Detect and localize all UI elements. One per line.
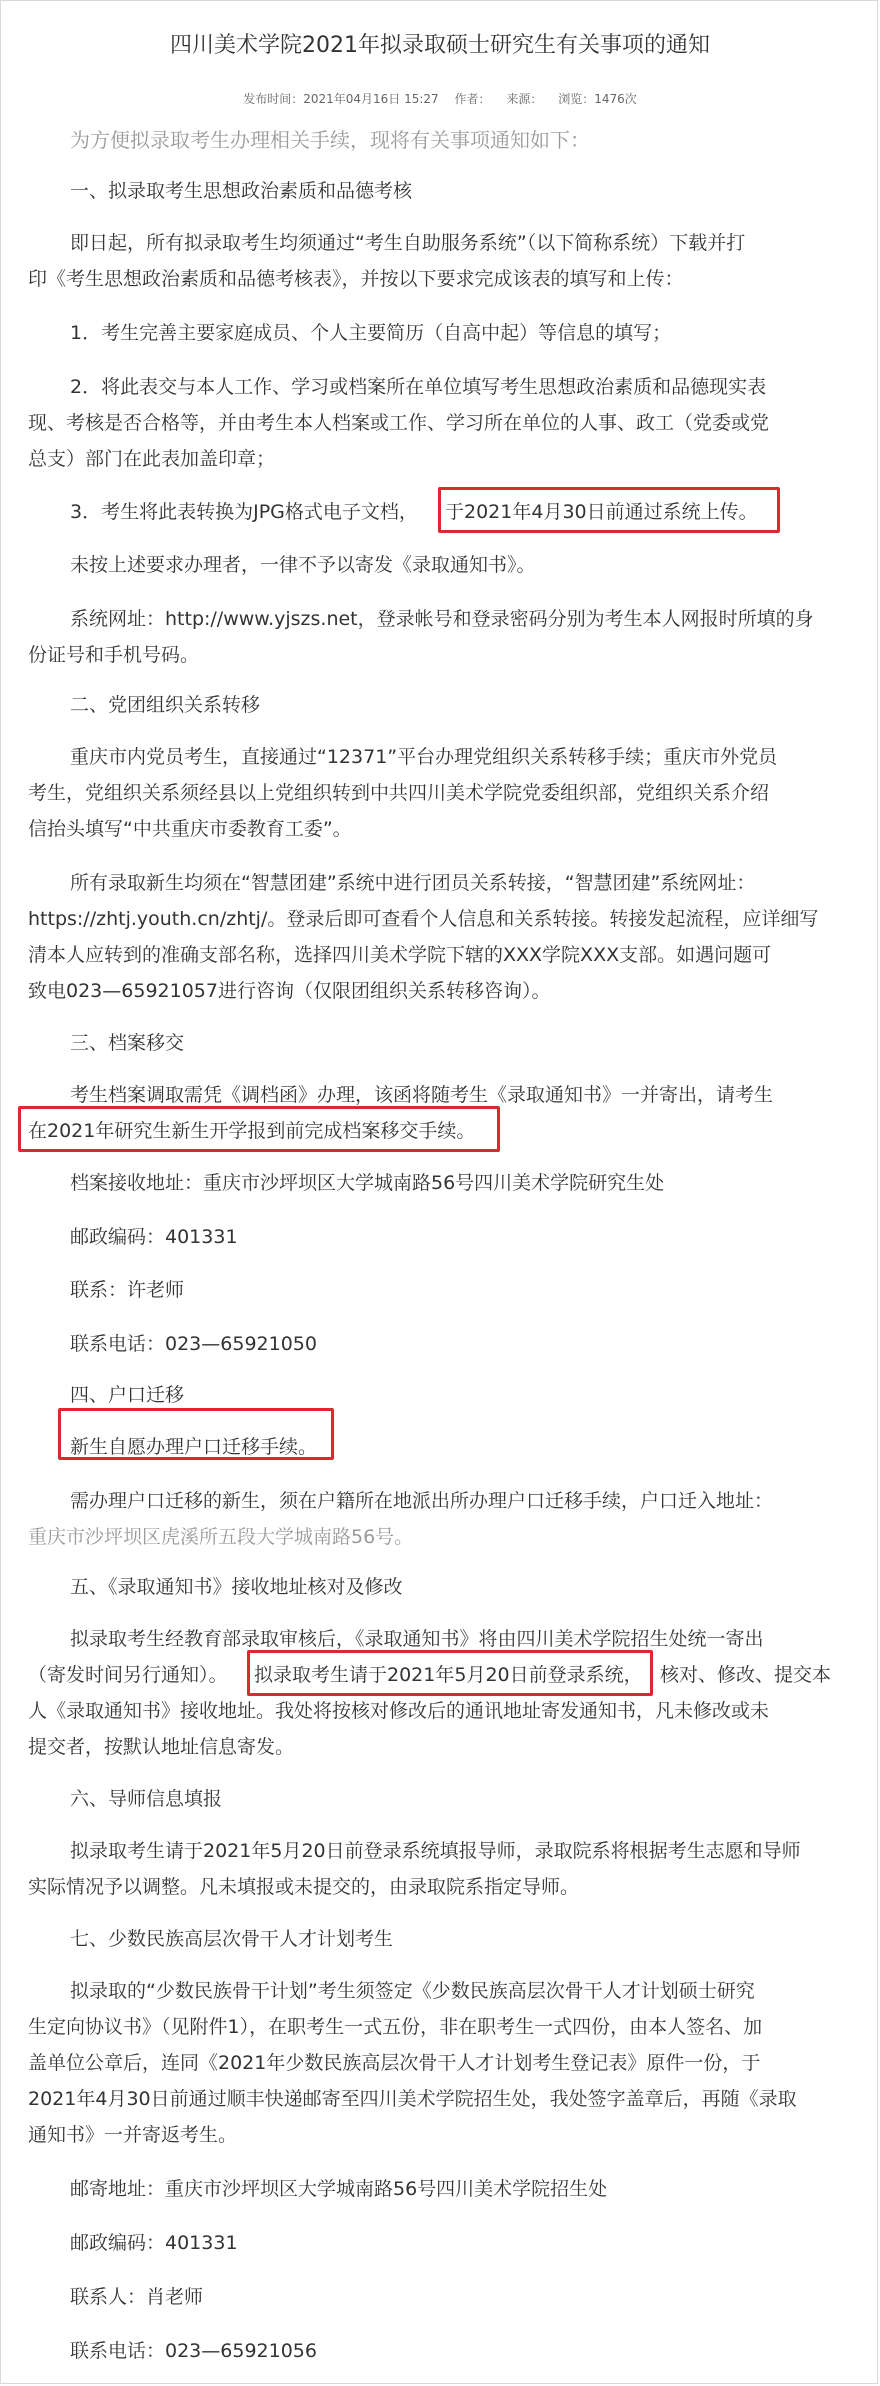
- highlight-box-address-deadline: [247, 1650, 653, 1696]
- s2-paragraph-line: 信抬头填写“中共重庆市委教育工委”。: [28, 818, 352, 840]
- article-title: 四川美术学院2021年拟录取硕士研究生有关事项的通知: [170, 33, 710, 58]
- s1-item-3: 3．考生将此表转换为JPG格式电子文档，: [70, 501, 418, 523]
- section-7-heading: 七、少数民族高层次骨干人才计划考生: [70, 1928, 394, 1950]
- s5-paragraph-line: 提交者，按默认地址信息寄发。: [28, 1736, 295, 1758]
- s2-paragraph-line: 所有录取新生均须在“智慧团建”系统中进行团员关系转接，“智慧团建”系统网址：: [70, 872, 756, 894]
- s1-site-line: 系统网址：http://www.yjszs.net，登录帐号和登录密码分别为考生本人网报时所填的身: [70, 608, 814, 630]
- source-label: 来源：: [506, 92, 543, 106]
- highlight-box-archive-deadline: [18, 1106, 500, 1152]
- s7-postcode: 邮政编码：401331: [70, 2232, 238, 2254]
- s5-paragraph-line: 人《录取通知书》接收地址。我处将按核对修改后的通讯地址寄发通知书，凡未修改或未: [28, 1700, 770, 1722]
- section-5-heading: 五、《录取通知书》接收地址核对及修改: [70, 1576, 403, 1598]
- s4-paragraph-line: 需办理户口迁移的新生，须在户籍所在地派出所办理户口迁移手续，户口迁入地址：: [70, 1490, 774, 1512]
- s1-item-1: 1．考生完善主要家庭成员、个人主要简历（自高中起）等信息的填写；: [70, 322, 672, 344]
- s1-note: 未按上述要求办理者，一律不予以寄发《录取通知书》。: [70, 554, 536, 576]
- article-meta: [0, 90, 880, 108]
- s3-postcode: 邮政编码：401331: [70, 1226, 238, 1248]
- section-1-heading: 一、拟录取考生思想政治素质和品德考核: [70, 180, 413, 202]
- s1-paragraph-line: 印《考生思想政治素质和品德考核表》，并按以下要求完成该表的填写和上传：: [28, 268, 684, 290]
- s3-address: 档案接收地址：重庆市沙坪坝区大学城南路56号四川美术学院研究生处: [70, 1172, 665, 1194]
- highlight-box-hukou: [58, 1408, 334, 1460]
- s1-item-2-line: 总支）部门在此表加盖印章；: [28, 448, 276, 470]
- s7-paragraph-line: 生定向协议书》（见附件1），在职考生一式五份，非在职考生一式四份，由本人签名、加: [28, 2016, 763, 2038]
- s7-contact: 联系人：肖老师: [70, 2286, 204, 2308]
- s5-paragraph-line: 拟录取考生经教育部录取审核后，《录取通知书》将由四川美术学院招生处统一寄出: [70, 1628, 764, 1650]
- author-label: 作者：: [454, 92, 491, 106]
- section-6-heading: 六、导师信息填报: [70, 1788, 223, 1810]
- s2-paragraph-line: 考生，党组织关系须经县以上党组织转到中共四川美术学院党委组织部，党组织关系介绍: [28, 782, 770, 804]
- s7-paragraph-line: 拟录取的“少数民族骨干计划”考生须签定《少数民族高层次骨干人才计划硕士研究: [70, 1980, 755, 2002]
- section-3-heading: 三、档案移交: [70, 1032, 185, 1054]
- s1-item-2-line: 2．将此表交与本人工作、学习或档案所在单位填写考生思想政治素质和品德现实表: [70, 376, 767, 398]
- s6-paragraph-line: 拟录取考生请于2021年5月20日前登录系统填报导师，录取院系将根据考生志愿和导师: [70, 1840, 801, 1862]
- s4-paragraph-highlighted: 新生自愿办理户口迁移手续。: [70, 1436, 318, 1458]
- section-4-heading: 四、户口迁移: [70, 1384, 185, 1406]
- view-count: 浏览：1476次: [558, 92, 637, 106]
- s2-paragraph-line: 清本人应转到的准确支部名称，选择四川美术学院下辖的XXX学院XXX支部。如遇问题可: [28, 944, 772, 966]
- s3-paragraph-line: 考生档案调取需凭《调档函》办理，该函将随考生《录取通知书》一并寄出，请考生: [70, 1084, 774, 1106]
- s3-contact: 联系：许老师: [70, 1279, 185, 1301]
- s7-phone: 联系电话：023—65921056: [70, 2340, 317, 2362]
- s5-paragraph-line: 核对、修改、提交本: [660, 1664, 832, 1686]
- s3-phone: 联系电话：023—65921050: [70, 1333, 317, 1355]
- intro-paragraph: 为方便拟录取考生办理相关手续，现将有关事项通知如下：: [70, 128, 590, 152]
- s1-item-2-line: 现、考核是否合格等，并由考生本人档案或工作、学习所在单位的人事、政工（党委或党: [28, 412, 770, 434]
- s5-paragraph-line: （寄发时间另行通知）。: [28, 1664, 228, 1686]
- s2-paragraph-line: 致电023—65921057进行咨询（仅限团组织关系转移咨询）。: [28, 980, 551, 1002]
- s1-item-3-deadline: 于2021年4月30日前通过系统上传。: [445, 501, 758, 523]
- s7-paragraph-line: 盖单位公章后，连同《2021年少数民族高层次骨干人才计划考生登记表》原件一份，于: [28, 2052, 761, 2074]
- s7-address: 邮寄地址：重庆市沙坪坝区大学城南路56号四川美术学院招生处: [70, 2178, 608, 2200]
- s1-paragraph-line: 即日起，所有拟录取考生均须通过“考生自助服务系统”（以下简称系统）下载并打: [70, 232, 746, 254]
- s4-hukou-address: 重庆市沙坪坝区虎溪所五段大学城南路56号。: [28, 1526, 414, 1548]
- s2-paragraph-line: 重庆市内党员考生，直接通过“12371”平台办理党组织关系转移手续；重庆市外党员: [70, 746, 778, 768]
- section-2-heading: 二、党团组织关系转移: [70, 694, 261, 716]
- s5-deadline-text: 拟录取考生请于2021年5月20日前登录系统，: [254, 1664, 643, 1686]
- s6-paragraph-line: 实际情况予以调整。凡未填报或未提交的，由录取院系指定导师。: [28, 1876, 580, 1898]
- s7-paragraph-line: 通知书》一并寄返考生。: [28, 2124, 238, 2146]
- s2-paragraph-line: https://zhtj.youth.cn/zhtj/。登录后即可查看个人信息和关系转接。转接发起流程，应详细写: [28, 908, 819, 930]
- s7-paragraph-line: 2021年4月30日前通过顺丰快递邮寄至四川美术学院招生处，我处签字盖章后，再随《录取: [28, 2088, 797, 2110]
- publish-time: 发布时间：2021年04月16日 15:27: [243, 92, 439, 106]
- s1-site-line: 份证号和手机号码。: [28, 644, 200, 666]
- highlight-box-upload-deadline: [438, 487, 780, 533]
- s3-paragraph-deadline: 在2021年研究生新生开学报到前完成档案移交手续。: [28, 1120, 476, 1142]
